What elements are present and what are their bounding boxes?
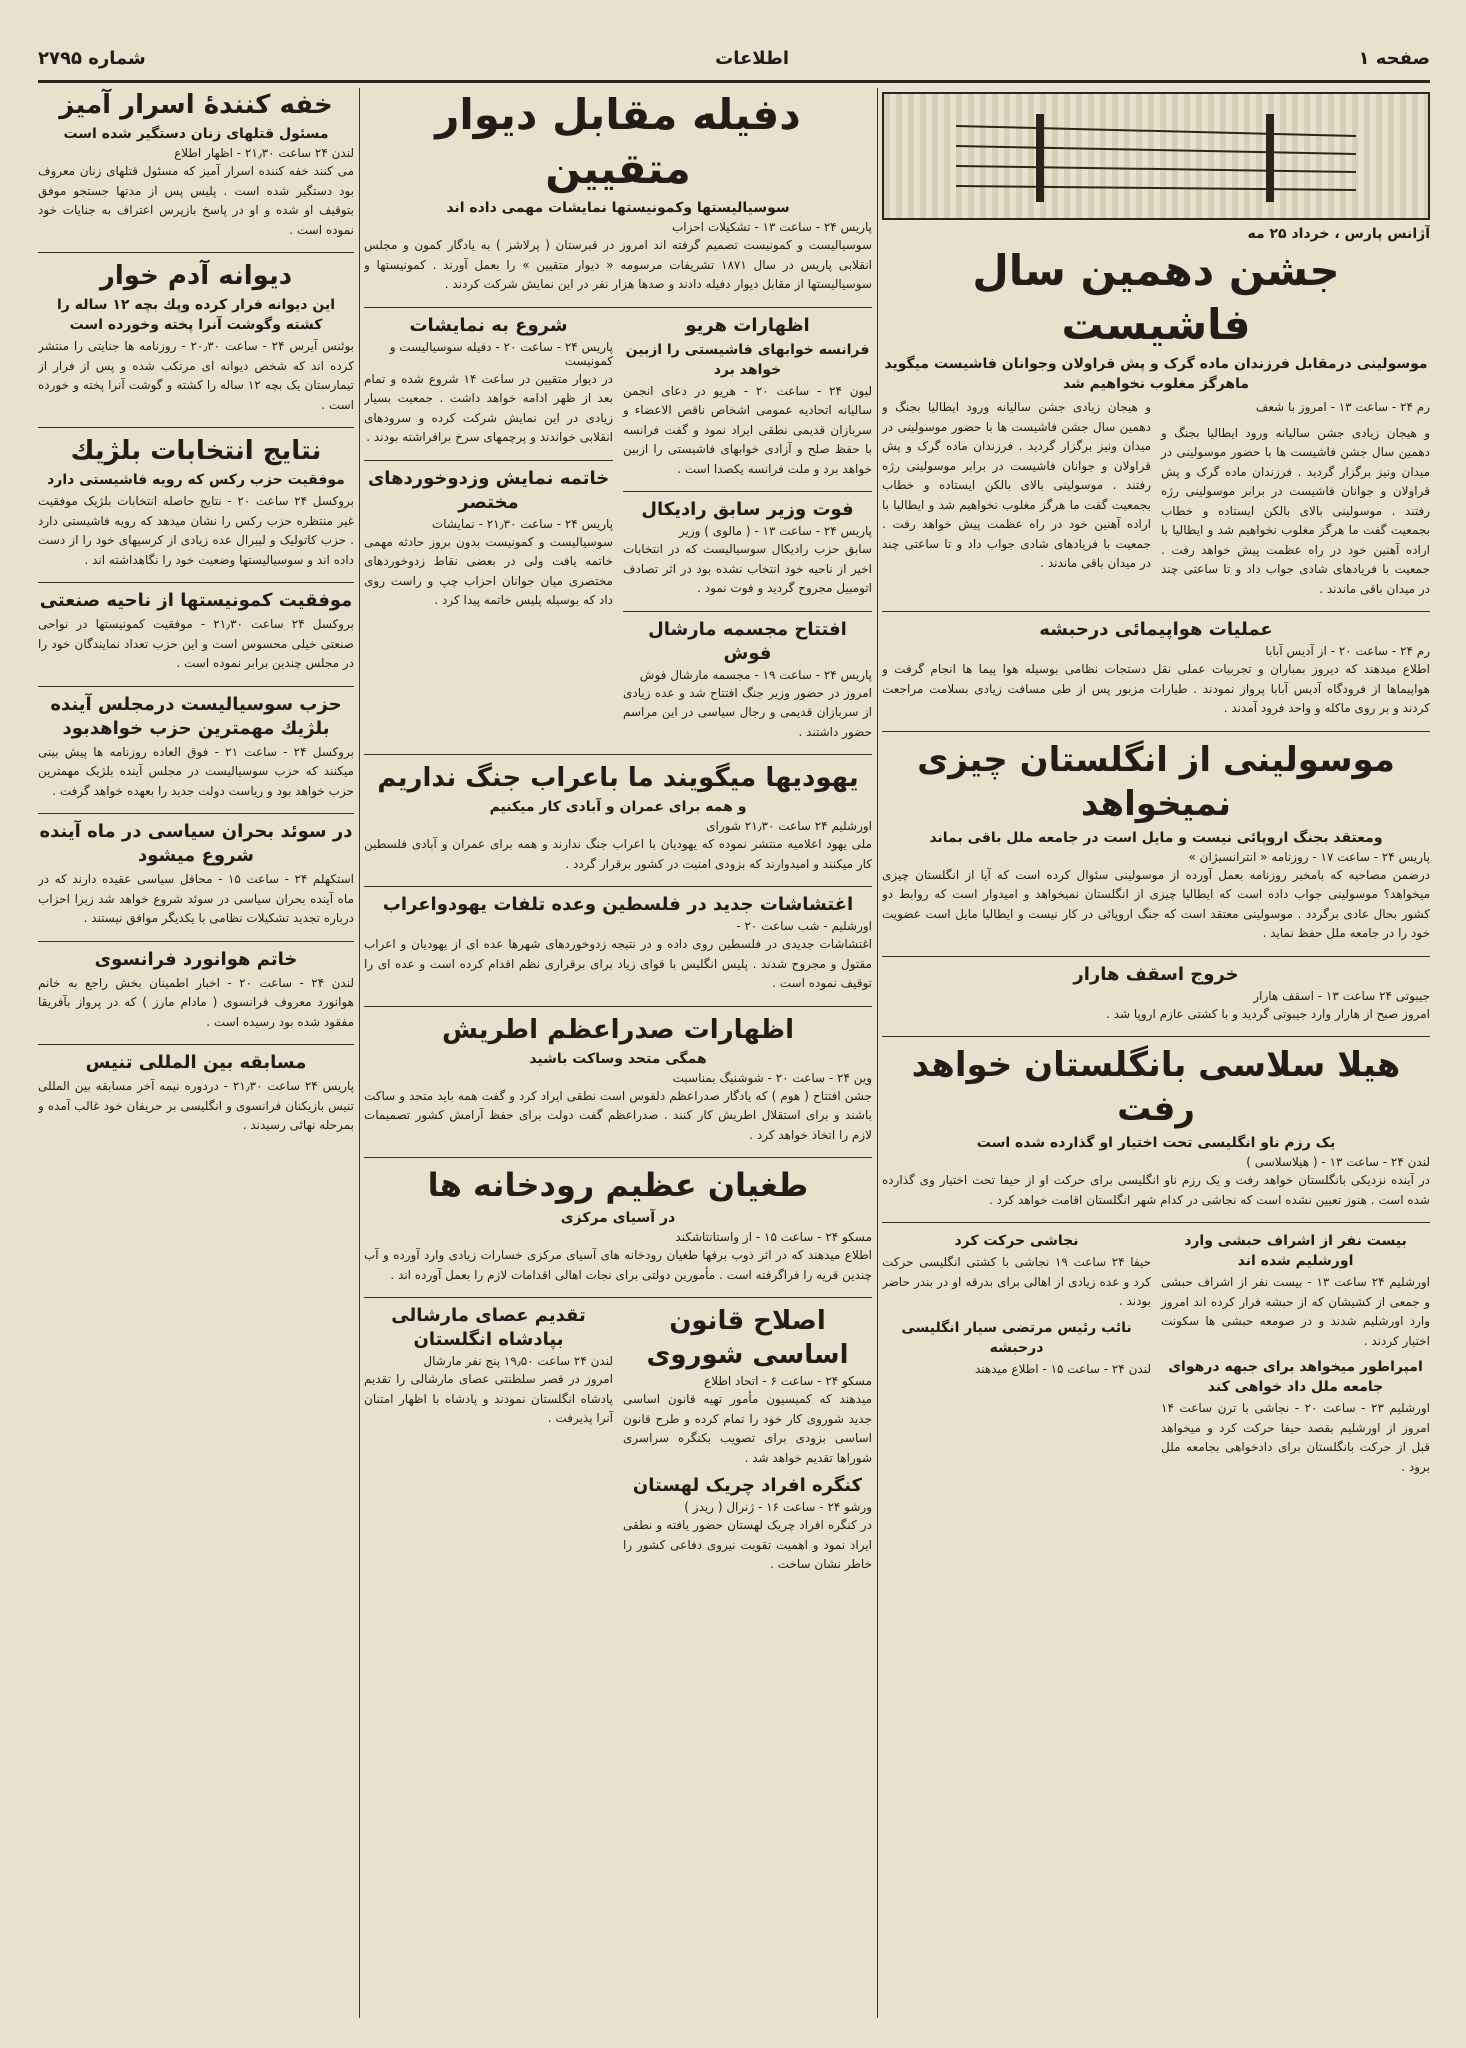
dateline: رم ۲۴ - ساعت ۱۳ - امروز با شعف xyxy=(1255,400,1430,414)
articles-row xyxy=(364,1304,872,1581)
column-right xyxy=(882,88,1430,2018)
column-rule xyxy=(877,88,878,2018)
section-logo xyxy=(882,92,1430,220)
article-body: بروکسل ۲۴ ساعت ۲۱٫۳۰ - موفقیت کمونیستها در نواحی صنعتی خیلی محسوس است و این حزب تعداد نمایندگان خود را در مجلس چندین برابر نموده است . xyxy=(38,617,354,670)
article-body: اورشلیم ۲۳ - ساعت ۲۰ - نجاشی با ترن ساعت ۱۴ امروز از اورشلیم بقصد حیفا حرکت کرد و میخواهد قبل از حرکت بانگلستان برای دادخواهی بجامعه ملل برود . xyxy=(1161,1401,1430,1474)
dateline: رم ۲۴ - ساعت ۲۰ - از آدیس آبابا xyxy=(1265,644,1430,658)
paper-name: اطلاعات xyxy=(715,47,790,69)
article-body: در آینده نزدیکی بانگلستان خواهد رفت و یک رزم ناو انگلیسی برای حرکت او از حیفا تحت اختیار وی گذارده شده است . هنوز تعیین نشده است که نجاشی در کدام شهر انگلستان اقامت خواهد کرد . xyxy=(882,1173,1430,1207)
telegraph-wires-icon xyxy=(946,106,1366,206)
article-socialist-party xyxy=(38,693,354,815)
headline: طغیان عظیم رودخانه ها xyxy=(427,1166,809,1204)
article-belgium-elections xyxy=(38,434,354,583)
headline: امپراطور میخواهد برای جبهه درهوای جامعه ملل داد خواهی کند xyxy=(1168,1359,1423,1395)
dateline: پاریس ۲۴ - ساعت ۱۳ - ( مالوی ) وزیر xyxy=(678,524,872,538)
article-cannibal xyxy=(38,259,354,428)
agency-line: آژانس پارس ، خرداد ۲۵ مه xyxy=(1247,226,1430,242)
article-body: اطلاع میدهند که دیروز بمباران و تجربیات عملی نقل دستجات نظامی بوسیله هوا پیما ها انجام گرفت و هواپیماها از فرودگاه آدیس آبابا پرواز نمودند . طیارات مزبور پس از طی مسافت زیادی بسلامت مراجعت کردند و بر روی ماکله و واحد فرود آمدند . xyxy=(882,662,1430,715)
headline: نائب رئیس مرتضی سیار انگلیسی درحبشه xyxy=(901,1319,1132,1356)
headline: موسولینی از انگلستان چیزی نمیخواهد xyxy=(917,739,1395,824)
article-body: ملی یهود اعلامیه منتشر نموده که یهودیان با اعراب جنگ ندارند و همه برای عمران و آبادی فلسطین کار میکنند و امیدوارند که بزودی امنیت در کشور برقرار گردد . xyxy=(364,837,872,871)
column-rule xyxy=(359,88,360,2018)
article-fascist-anniversary xyxy=(882,244,1430,612)
subheadline: همگی متحد وساکت باشید xyxy=(529,1050,707,1067)
headline: خروج اسقف هارار xyxy=(1073,963,1239,985)
headline: هیلا سلاسی بانگلستان خواهد رفت xyxy=(911,1045,1401,1129)
article-wall-parade xyxy=(364,88,872,308)
subheadline: این دیوانه فرار کرده وپك بچه ۱۲ ساله را کشته وگوشت آنرا پخته وخورده است xyxy=(56,297,335,333)
article-tennis xyxy=(38,1051,354,1136)
headline: یهودیها میگویند ما باعراب جنگ نداریم xyxy=(377,763,859,793)
dateline: وین ۲۴ - ساعت ۲۰ - شوشنیگ بمناسبت xyxy=(672,1070,872,1085)
article-body: سابق حزب رادیکال سوسیالیست که در انتخابات اخیر از ناحیه خود انتخاب نشده بود در اثر تصادف اتومبیل مجروح گردید و فوت نمود . xyxy=(623,542,872,595)
article-body: بروکسل ۲۴ - ساعت ۲۱ - فوق العاده روزنامه ها پیش بینی میکنند که حزب سوسیالیست در مجلس آینده بلژیک مهمترین حزب خواهد بود و ریاست دولت جدید را بعهده خواهد گرفت . xyxy=(38,744,354,798)
article-harar-bishop xyxy=(882,963,1430,1038)
headline: افتتاح مجسمه مارشال فوش xyxy=(648,618,847,664)
headline: در سوئد بحران سیاسی در ماه آینده شروع میشود xyxy=(39,821,353,866)
article-palestine-unrest xyxy=(364,893,872,1007)
page-label: صفحه ۱ xyxy=(1358,47,1430,69)
dateline: لندن ۲۴ ساعت ۱۹٫۵۰ پنج نفر مارشال xyxy=(423,1354,613,1368)
headline: خاتمه نمایش وزدوخوردهای مختصر xyxy=(367,467,610,513)
subheadline: موسولینی درمقابل فرزندان ماده گرک و پش قراولان وجوانان فاشیست میگوید ماهرگز مغلوب نخواهیم شد xyxy=(884,356,1428,392)
article-haile-selassie xyxy=(882,1043,1430,1223)
dateline: لندن ۲۴ ساعت ۲۱٫۳۰ - اظهار اطلاع xyxy=(174,146,354,160)
headline: شروع به نمایشات xyxy=(409,314,568,336)
article-aviator xyxy=(38,948,354,1046)
dateline: پاریس ۲۴ - ساعت ۱۳ - تشکیلات احزاب xyxy=(672,220,872,234)
article-body: در کنگره افراد چریک لهستان حضور یافته و نطقی ایراد نمود و اهمیت تقویت نیروی دفاعی کشور را خاطر نشان ساخت . xyxy=(623,1518,872,1571)
subheadline: مسئول قتلهای زنان دستگیر شده است xyxy=(63,126,329,142)
article-body: می کنند خفه کننده اسرار آمیز که مسئول قتلهای زنان معروف بود دستگیر شده است . پلیس پس از مدتها جستجو موفق بتوقیف او شده و او در پاسخ بازپرس اعتراف به جنایات خود نموده است . xyxy=(38,164,354,237)
dateline: پاریس ۲۴ - ساعت ۲۰ - دفیله سوسیالیست و کمونیست xyxy=(389,339,613,368)
headline: دفیله مقابل دیوار متقیین xyxy=(435,90,801,193)
headline: مسابقه بین المللی تنیس xyxy=(85,1052,307,1073)
issue-number: شماره ۲۷۹۵ xyxy=(38,47,146,69)
articles-row xyxy=(364,314,872,749)
headline: اظهارات صدراعظم اطریش xyxy=(441,1014,795,1045)
subheadline: موفقیت حزب رکس که رویه فاشیستی دارد xyxy=(47,472,345,488)
headline: اصلاح قانون اساسی شوروی xyxy=(646,1306,849,1370)
article-jews-arabs xyxy=(364,761,872,887)
headline: نجاشی حرکت کرد xyxy=(954,1233,1079,1249)
article-air-operations xyxy=(882,618,1430,732)
dateline: ورشو ۲۴ - ساعت ۱۶ - ژنرال ( ریدز ) xyxy=(684,1500,872,1514)
article-body: سوسیالیست و کمونیست بدون بروز حادثه مهمی خاتمه یافت ولی در بعضی نقاط زدوخوردهای مختصری میان جوانان احزاب چپ و راست روی داد که بوسیله پلیس خاتمه پیدا کرد . xyxy=(364,534,613,607)
article-body: لندن ۲۴ - ساعت ۲۰ - اخبار اطمینان بخش راجع به خانم هوانورد معروف فرانسوی ( مادام مارز ) که در پرواز بآفریقا مفقود شده بود رسیده است . xyxy=(38,975,354,1029)
headline: موفقیت کمونیستها از ناحیه صنعتی xyxy=(39,590,353,611)
article-demonstrations-start xyxy=(364,314,613,461)
article-body: جشن افتتاح ( هوم ) که یادگار صدراعظم دلفوس است نطقی ایراد کرد و گفت همه باید متحد و ساکت باشند و برای استقلال اطریش کار کنند . صدراعظم گفت دولت برای حفظ آرامش کشور تصمیمات لازم را اتخاذ خواهد کرد . xyxy=(364,1088,872,1142)
article-body: درضمن مصاحبه که بامخبر روزنامه بعمل آورده از موسولینی سئوال کرده است که آیا از انگلستان چیزی میخواهد؟ موسولینی جواب داده است که ایطالیا چیزی از انگلستان نمیخواهد و امیدوار است که روابط دو کشور بحال عادی برگردد . موسولینی معتقد است که جنگ اروپائی در کار نیست و ایطالیا مایل است عضویت خود را در جامعه ملل حفظ نماید . xyxy=(882,867,1430,940)
subheadline: در آسیای مرکزی xyxy=(560,1210,676,1226)
column-left xyxy=(38,88,354,2018)
masthead xyxy=(38,36,1430,83)
subheadline: و همه برای عمران و آبادی کار میکنیم xyxy=(489,799,747,815)
article-body: امروز صبح از هارار وارد جیبوتی گردید و با کشتی عازم اروپا شد . xyxy=(1106,1006,1430,1021)
headline: اظهارات هریو xyxy=(685,314,810,336)
headline: اغتشاشات جدید در فلسطین وعده تلفات یهودواعراب xyxy=(382,894,854,915)
article-body: و هیجان زیادی جشن سالیانه ورود ایطالیا بجنگ و دهمین سال جشن فاشیست ها با حضور موسولینی در میدان ونیز برگزار گردید . فرزندان ماده گرک و پش قراولان و جوانان فاشیست در برابر موسولینی رژه رفتند . موسولینی بالای بالکن ایستاده و خطاب بجمعیت گفت ما هرگز مغلوب نخواهیم شد و ایطالیا با اراده آهنین خود در راه عظمت پیش خواهد رفت . جمعیت با فریادهای شادی جواب داد و تا ساعتی چند در میدان باقی ماندند . xyxy=(882,400,1151,570)
dateline: اورشلیم ۲۴ ساعت ۲۱٫۳۰ شورای xyxy=(706,819,872,833)
headline: خاتم هوانورد فرانسوی xyxy=(94,948,298,970)
headline: کنگره افراد چریک لهستان xyxy=(632,1475,863,1496)
dateline: پاریس ۲۴ - ساعت ۱۷ - روزنامه « انترانسیژان » xyxy=(1188,849,1430,864)
article-body: در دیوار متقیین در ساعت ۱۴ شروع شده و تمام بعد از ظهر ادامه خواهد داشت . جمعیت بسیار زیادی در این نمایش شرکت کرده و سرودهای انقلابی خواندند و پرچمهای سرخ برافراشته بودند . xyxy=(364,371,614,444)
briefs-row xyxy=(882,1229,1430,1483)
dateline: مسکو ۲۴ - ساعت ۱۵ - از واستانتاشکند xyxy=(675,1230,872,1244)
article-body: و هیجان زیادی جشن سالیانه ورود ایطالیا بجنگ و دهمین سال جشن فاشیست ها با حضور موسولینی در میدان ونیز برگزار گردید . فرزندان ماده گرک و پش قراولان و جوانان فاشیست در برابر موسولینی رژه رفتند . موسولینی بالای بالکن ایستاده و خطاب بجمعیت گفت ما هرگز مغلوب نخواهیم شد و ایطالیا با اراده آهنین خود در راه عظمت پیش خواهد رفت . جمعیت با فریادهای شادی جواب داد و تا ساعتی چند در میدان باقی ماندند . xyxy=(1161,425,1430,596)
article-herriot xyxy=(623,314,872,493)
article-foch-statue xyxy=(623,618,872,743)
subheadline: یک رزم ناو انگلیسی تحت اختیار او گذارده شده است xyxy=(976,1135,1336,1151)
dateline: پاریس ۲۴ - ساعت ۲۱٫۳۰ - نمایشات xyxy=(431,516,613,531)
subheadline: سوسیالیستها وکمونیستها نمایشات مهمی داده اند xyxy=(446,200,790,216)
headline: عملیات هواپیمائی درحبشه xyxy=(1039,619,1273,640)
article-body: سوسیالیست و کمونیست تصمیم گرفته اند امروز در قبرستان ( پرلاشز ) به یادگار کمون و مجلس انقلابی پاریس در سال ۱۸۷۱ تشریفات مرسومه « دیوار متقیین » را بعمل آورند . کمونیستها و سوسیالیستها از مقابل دیوار دفیله دادند و صدها هزار نفر در این نمایش شرکت کردند . xyxy=(364,238,872,291)
article-body: بوئنس آیرس ۲۴ - ساعت ۲۰٫۳۰ - روزنامه ها جنایتی را منتشر کرده اند که شخص دیوانه ای مرتکب شده و پس از فرار از تیمارستان یک بچه ۱۲ ساله را کشته و گوشت آنرا پخته و خورده است . xyxy=(38,339,354,412)
article-strangler xyxy=(38,88,354,253)
headline: دیوانه آدم خوار xyxy=(99,261,293,291)
dateline: اورشلیم - شب ساعت ۲۰ - xyxy=(736,919,872,933)
headline: خفه کنندهٔ اسرار آمیز xyxy=(59,90,333,120)
newspaper-page xyxy=(38,36,1430,2026)
article-demonstrations-end xyxy=(364,467,613,611)
article-body: لندن ۲۴ - ساعت ۱۵ - اطلاع میدهند xyxy=(975,1361,1151,1376)
article-body: پاریس ۲۴ ساعت ۲۱٫۳۰ - دردوره نیمه آخر مسابقه بین المللی تنیس بازیکنان فرانسوی و انگلیسی بر حریفان خود غالب آمده و بمرحله نهائی رسیدند . xyxy=(38,1079,354,1132)
article-austria-chancellor xyxy=(364,1013,872,1159)
article-communists-industrial xyxy=(38,589,354,687)
headline: حزب سوسیالیست درمجلس آینده بلژیك مهمترین حزب خواهدبود xyxy=(50,693,342,739)
article-body: استکهلم ۲۴ - ساعت ۱۵ - محافل سیاسی عقیده دارند که در ماه آینده بحران سیاسی در سوئد شروع خواهد شد زیرا احزاب درباره تجدید تشکیلات نظامی با یکدیگر موافق نیستند . xyxy=(38,872,354,925)
article-body: امروز در حضور وزیر جنگ افتتاح شد و عده زیادی از سربازان قدیمی و رجال سیاسی در این مراسم حضور داشتند . xyxy=(623,685,872,739)
dateline: مسکو ۲۴ - ساعت ۶ - اتحاد اطلاع xyxy=(704,1374,872,1388)
article-mussolini-england xyxy=(882,738,1430,957)
article-body: اطلاع میدهند که در اثر ذوب برفها طغیان رودخانه های آسیای مرکزی خسارات زیادی وارد آورده و آب چندین قریه را فراگرفته است . مأمورین دولتی برای نجات اهالی اقدامات لازم را بعمل آورده اند . xyxy=(364,1248,872,1282)
subheadline: فرانسه خوابهای فاشیستی را ازبین خواهد برد xyxy=(625,341,870,378)
headline: تقدیم عصای مارشالی بپادشاه انگلستان xyxy=(391,1305,586,1350)
article-minister-death xyxy=(623,498,872,612)
article-body: اورشلیم ۲۴ ساعت ۱۳ - بیست نفر از اشراف حبشی و جمعی از کشیشان که از حبشه فرار کرده اند امروز وارد اورشلیم شدند و در صومعه حبشی ها سکونت اختیار کردند . xyxy=(1161,1275,1430,1348)
headline: فوت وزیر سابق رادیکال xyxy=(641,499,854,520)
article-body: امروز در قصر سلطنتی عصای مارشالی را تقدیم پادشاه انگلستان نمودند و پادشاه با اظهار امتنان آنرا پذیرفت . xyxy=(364,1372,613,1425)
article-body: میدهند که کمیسیون مأمور تهیه قانون اساسی جدید شوروی کار خود را تمام کرده و طرح قانون اساسی بزودی برای تصویب بکنگره سراسری شوراها تقدیم خواهد شد . xyxy=(623,1392,872,1465)
article-body: لیون ۲۴ - ساعت ۲۰ - هریو در دعای انجمن سالیانه اتحادیه عمومی اشخاص ناقص الاعضاء و سربازان قدیمی نطقی ایراد نمود و گفت فرانسه با حفظ صلح و آزادی خوابهای فاشیستی را ازبین خواهد برد و ملت فرانسه یکصدا است . xyxy=(623,383,872,476)
dateline: پاریس ۲۴ - ساعت ۱۹ - مجسمه مارشال فوش xyxy=(639,667,872,682)
headline: بیست نفر از اشراف حبشی وارد اورشلیم شده اند xyxy=(1184,1233,1407,1269)
column-middle xyxy=(364,88,872,2018)
article-sweden-crisis xyxy=(38,820,354,942)
headline: نتایج انتخابات بلژیك xyxy=(70,436,322,466)
article-body: بروکسل ۲۴ ساعت ۲۰ - نتایج حاصله انتخابات بلژیک موفقیت غیر منتظره حزب رکس را نشان میدهد که رویه فاشیستی دارد . حزب کاتولیک و لیبرال عده زیادی از کرسیهای خود را از دست داده اند و سوسیالیستها وضعیت خود را نگاهداشته اند . xyxy=(38,494,354,567)
article-river-floods xyxy=(364,1164,872,1298)
dateline: لندن ۲۴ - ساعت ۱۳ - ( هیلاسلاسی ) xyxy=(1246,1155,1430,1169)
headline: جشن دهمین سال فاشیست xyxy=(972,246,1340,349)
article-body: اغتشاشات جدیدی در فلسطین روی داده و در نتیجه زدوخوردهای شهرها عده ای از یهودیان و اعراب مقتول و مجروح شدند . پلیس انگلیس با قوای زیاد برای برقراری نظم اقدام کرده است و عده ای را توقیف نموده است . xyxy=(364,937,872,990)
dateline: جیبوتی ۲۴ ساعت ۱۳ - اسقف هارار xyxy=(1253,988,1430,1003)
article-body: حیفا ۲۴ ساعت ۱۹ نجاشی با کشتی انگلیسی حرکت کرد و عده زیادی از اهالی برای بدرقه او در بندر حاضر بودند . xyxy=(882,1255,1151,1308)
subheadline: ومعتقد بجنگ اروپائی نیست و مایل است در جامعه ملل باقی بماند xyxy=(929,829,1383,846)
